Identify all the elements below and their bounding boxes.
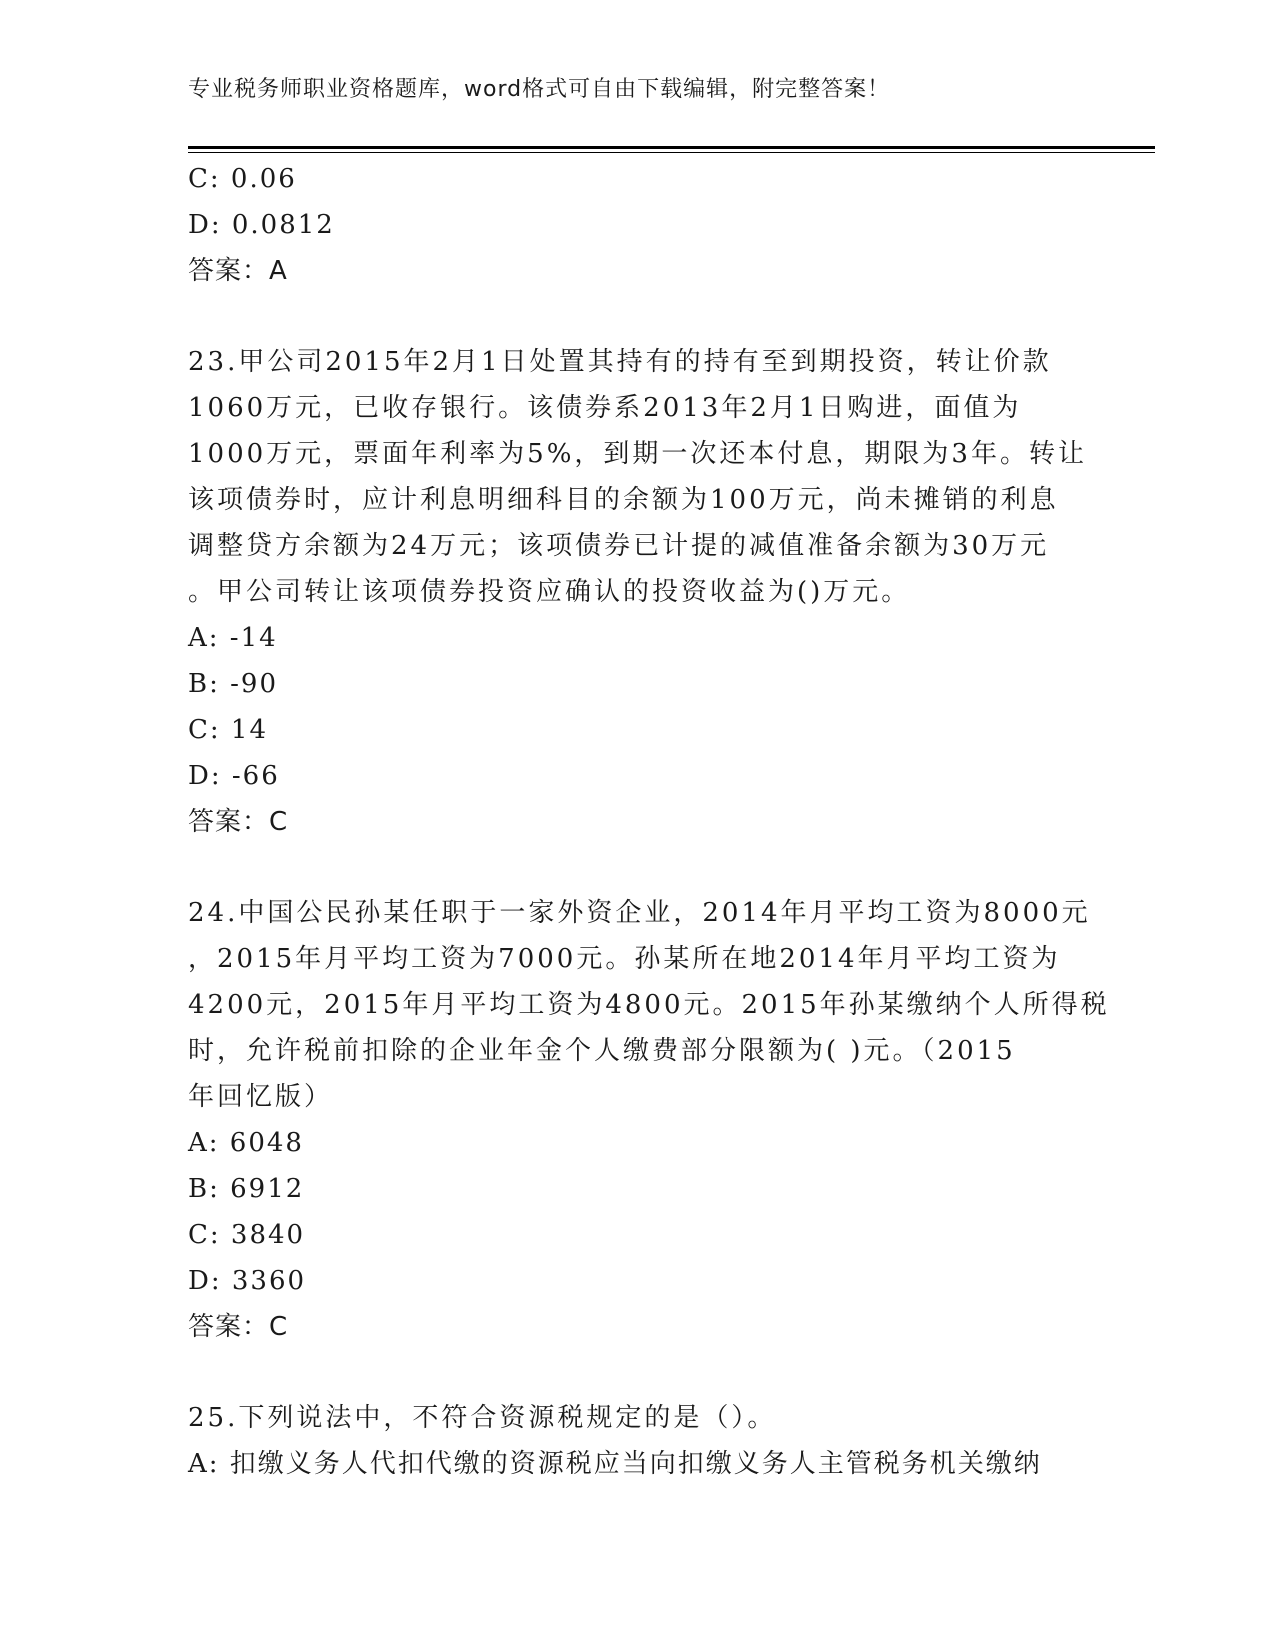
- question-stem: [188, 339, 1088, 615]
- question-stem: [188, 890, 1110, 1120]
- option-c: C: 3840: [188, 1220, 306, 1250]
- stem-line: 1000万元，票面年利率为5%，到期一次还本付息，期限为3年。转让: [188, 439, 1087, 469]
- option-c: C: 0.06: [188, 164, 297, 194]
- option-b: B: -90: [188, 669, 278, 699]
- option-a: A: 扣缴义务人代扣代缴的资源税应当向扣缴义务人主管税务机关缴纳: [188, 1449, 1042, 1479]
- option-d: D: 3360: [188, 1266, 307, 1296]
- header-rule-thick: [188, 146, 1155, 149]
- answer-line: 答案：A: [188, 256, 288, 286]
- question-23: [188, 339, 1088, 845]
- page-header: 专业税务师职业资格题库，word格式可自由下载编辑，附完整答案！: [188, 77, 891, 102]
- stem-line: ，2015年月平均工资为7000元。孙某所在地2014年月平均工资为: [188, 944, 1061, 974]
- spacer: [188, 1350, 1088, 1395]
- question-stem: [188, 1395, 1088, 1441]
- stem-line: 调整贷方余额为24万元；该项债券已计提的减值准备余额为30万元: [188, 531, 1050, 561]
- stem-line: 时，允许税前扣除的企业年金个人缴费部分限额为( )元。（2015: [188, 1036, 1016, 1066]
- option-a: A: 6048: [188, 1128, 304, 1158]
- option-c: C: 14: [188, 715, 269, 745]
- question-24: [188, 890, 1110, 1350]
- answer-line: 答案：C: [188, 807, 289, 837]
- spacer: [188, 845, 1088, 890]
- stem-line: 24.中国公民孙某任职于一家外资企业，2014年月平均工资为8000元: [188, 898, 1091, 928]
- document-body: [188, 156, 1110, 1487]
- stem-line: 1060万元，已收存银行。该债券系2013年2月1日购进，面值为: [188, 393, 1022, 423]
- stem-line: 年回忆版）: [188, 1082, 334, 1112]
- option-a: A: -14: [188, 623, 278, 653]
- stem-line: 25.下列说法中，不符合资源税规定的是（）。: [188, 1403, 777, 1433]
- stem-line: 。甲公司转让该项债券投资应确认的投资收益为()万元。: [188, 577, 911, 607]
- option-d: D: -66: [188, 761, 280, 791]
- stem-line: 23.甲公司2015年2月1日处置其持有的持有至到期投资，转让价款: [188, 347, 1052, 377]
- spacer: [188, 294, 1088, 339]
- stem-line: 4200元，2015年月平均工资为4800元。2015年孙某缴纳个人所得税: [188, 990, 1110, 1020]
- option-d: D: 0.0812: [188, 210, 335, 240]
- prev-question-block: [188, 156, 1088, 294]
- stem-line: 该项债券时，应计利息明细科目的余额为100万元，尚未摊销的利息: [188, 485, 1059, 515]
- answer-line: 答案：C: [188, 1312, 289, 1342]
- header-rule-thin: [188, 152, 1155, 153]
- question-25: [188, 1395, 1088, 1487]
- option-b: B: 6912: [188, 1174, 305, 1204]
